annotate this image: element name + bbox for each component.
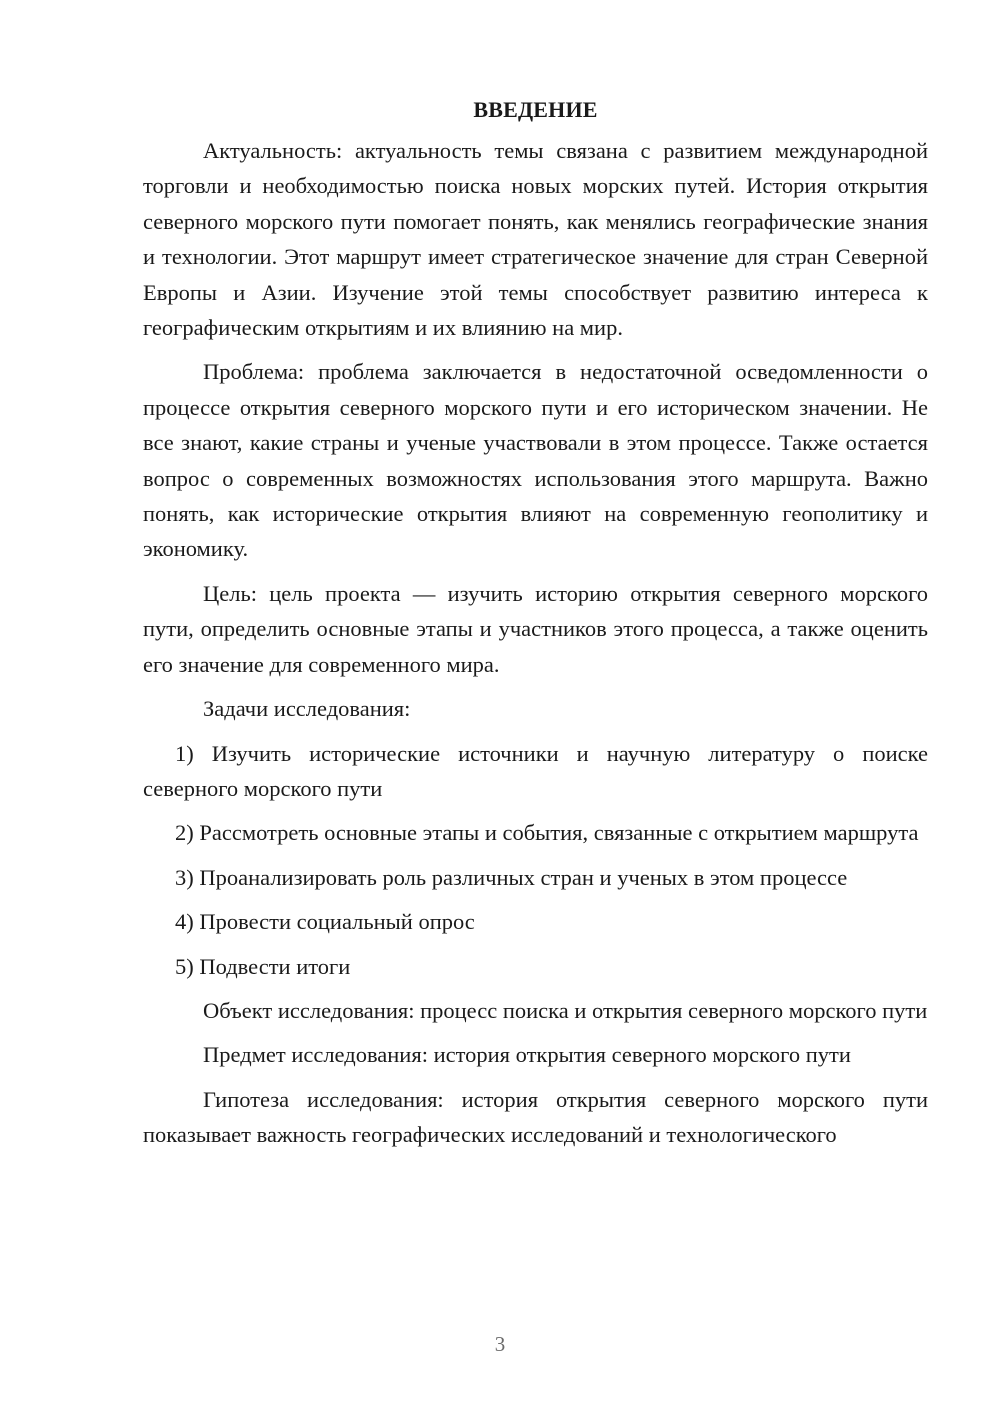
paragraph-goal: Цель: цель проекта — изучить историю открытия северного морского пути, определить основные этапы и участников этого процесса, а также оценить его значение для современного мира.: [143, 580, 928, 677]
task-item: 4) Провести социальный опрос: [175, 909, 475, 935]
paragraph-problem: Проблема: проблема заключается в недостаточной осведомленности о процессе открытия северного морского пути и его историческом значении. Не все знают, какие страны и ученые участвовали в этом процессе. Также остается вопрос о современных возможностях использования этого маршрута. Важно понять, как исторические открытия влияют на современную геополитику и экономику.: [143, 359, 928, 562]
paragraph-relevance: Актуальность: актуальность темы связана с развитием международной торговли и необходимостью поиска новых морских путей. История открытия северного морского пути помогает понять, как менялись географические знания и технологии. Этот маршрут имеет стратегическое значение для стран Северной Европы и Азии. Изучение этой темы способствует развитию интереса к географическим открытиям и их влиянию на мир.: [143, 138, 928, 341]
paragraph-object: Объект исследования: процесс поиска и открытия северного морского пути: [203, 997, 928, 1023]
page-title: ВВЕДЕНИЕ: [473, 97, 598, 122]
task-item: 1) Изучить исторические источники и научную литературу о поиске северного морского пути: [143, 740, 928, 801]
paragraph-tasks-heading: Задачи исследования:: [203, 696, 411, 722]
task-item: 3) Проанализировать роль различных стран и ученых в этом процессе: [175, 864, 848, 890]
task-item: 5) Подвести итоги: [175, 953, 351, 979]
task-item: 2) Рассмотреть основные этапы и события, связанные с открытием маршрута: [175, 820, 919, 846]
page-number: 3: [494, 1332, 506, 1356]
paragraph-hypothesis: Гипотеза исследования: история открытия северного морского пути показывает важность географических исследований и технологического: [143, 1086, 928, 1148]
page-content: [143, 95, 928, 1162]
paragraph-subject: Предмет исследования: история открытия северного морского пути: [203, 1042, 851, 1068]
